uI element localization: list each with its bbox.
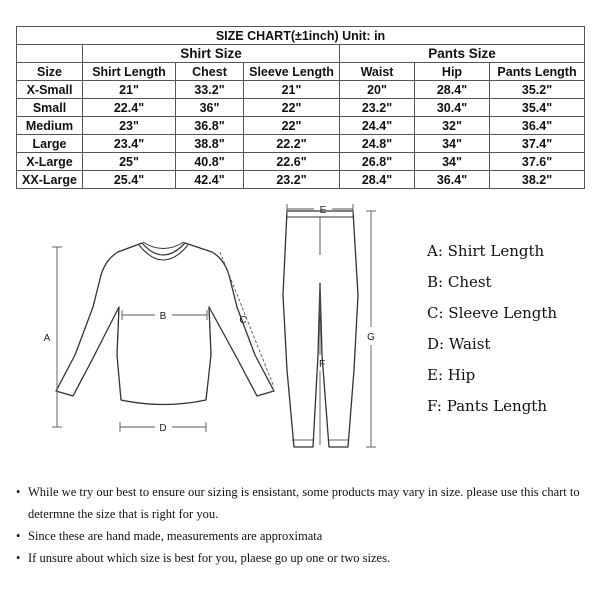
column-header: Waist [340,63,415,81]
legend-item: E: Hip [427,366,476,384]
table-cell: 26.8" [340,153,415,171]
column-header: Pants Length [490,63,585,81]
table-cell: 25.4" [83,171,176,189]
column-header: Chest [176,63,244,81]
table-cell: X-Small [17,81,83,99]
table-cell: 37.4" [490,135,585,153]
table-cell: 34" [415,135,490,153]
table-cell: 38.8" [176,135,244,153]
table-cell: 36.4" [490,117,585,135]
legend-item: D: Waist [427,335,491,353]
table-cell: 28.4" [415,81,490,99]
table-cell: 28.4" [340,171,415,189]
table-header-row [17,63,585,81]
table-cell: 38.2" [490,171,585,189]
table-cell: 30.4" [415,99,490,117]
table-cell: 24.8" [340,135,415,153]
measurement-diagram [0,195,410,460]
group-shirt-size: Shirt Size [83,45,340,63]
table-cell: 34" [415,153,490,171]
measurement-legend [427,240,557,426]
table-cell: 35.2" [490,81,585,99]
table-title: SIZE CHART(±1inch) Unit: in [17,27,585,45]
legend-item: B: Chest [427,273,492,291]
table-cell: 22" [244,117,340,135]
table-cell: 23.2" [340,99,415,117]
table-cell: 24.4" [340,117,415,135]
table-cell: X-Large [17,153,83,171]
table-cell: 33.2" [176,81,244,99]
table-row [17,99,585,117]
note-item: • Since these are hand made, measurements are approximata [16,525,588,547]
table-row [17,117,585,135]
label-e: E [319,205,327,216]
table-cell: XX-Large [17,171,83,189]
legend-item: A: Shirt Length [427,242,545,260]
table-cell: 22" [244,99,340,117]
column-header: Shirt Length [83,63,176,81]
table-group-row [17,45,585,63]
table-cell: Medium [17,117,83,135]
table-cell: Small [17,99,83,117]
table-cell: 20" [340,81,415,99]
pants-measure-lines [287,204,376,447]
table-cell: 40.8" [176,153,244,171]
table-row [17,135,585,153]
label-c: C [239,315,247,326]
label-a: A [43,333,51,344]
table-cell: 21" [83,81,176,99]
table-cell: 35.4" [490,99,585,117]
legend-item: F: Pants Length [427,397,547,415]
table-row [17,81,585,99]
table-cell: 36.4" [415,171,490,189]
table-row [17,153,585,171]
table-cell: 25" [83,153,176,171]
legend-item: C: Sleeve Length [427,304,558,322]
group-pants-size: Pants Size [340,45,585,63]
table-cell: 36.8" [176,117,244,135]
group-spacer [17,45,83,63]
sizing-notes [16,481,588,569]
table-cell: 36" [176,99,244,117]
label-d: D [159,423,167,434]
table-title-row [17,27,585,45]
table-cell: 22.4" [83,99,176,117]
pants-illustration [283,211,358,447]
note-item: • While we try our best to ensure our sizing is ensistant, some products may vary in size. please use this chart to determne the size that is right for you. [16,481,588,525]
label-b: B [159,311,167,322]
table-cell: 23.2" [244,171,340,189]
table-row [17,171,585,189]
table-cell: Large [17,135,83,153]
column-header: Hip [415,63,490,81]
table-cell: 23.4" [83,135,176,153]
table-cell: 22.2" [244,135,340,153]
table-cell: 37.6" [490,153,585,171]
table-cell: 21" [244,81,340,99]
table-cell: 22.6" [244,153,340,171]
label-f: F [318,359,326,370]
note-item: • If unsure about which size is best for you, plaese go up one or two sizes. [16,547,588,569]
size-chart-table [16,26,585,189]
column-header: Sleeve Length [244,63,340,81]
table-cell: 42.4" [176,171,244,189]
table-cell: 23" [83,117,176,135]
label-g: G [367,332,375,343]
table-cell: 32" [415,117,490,135]
column-header: Size [17,63,83,81]
